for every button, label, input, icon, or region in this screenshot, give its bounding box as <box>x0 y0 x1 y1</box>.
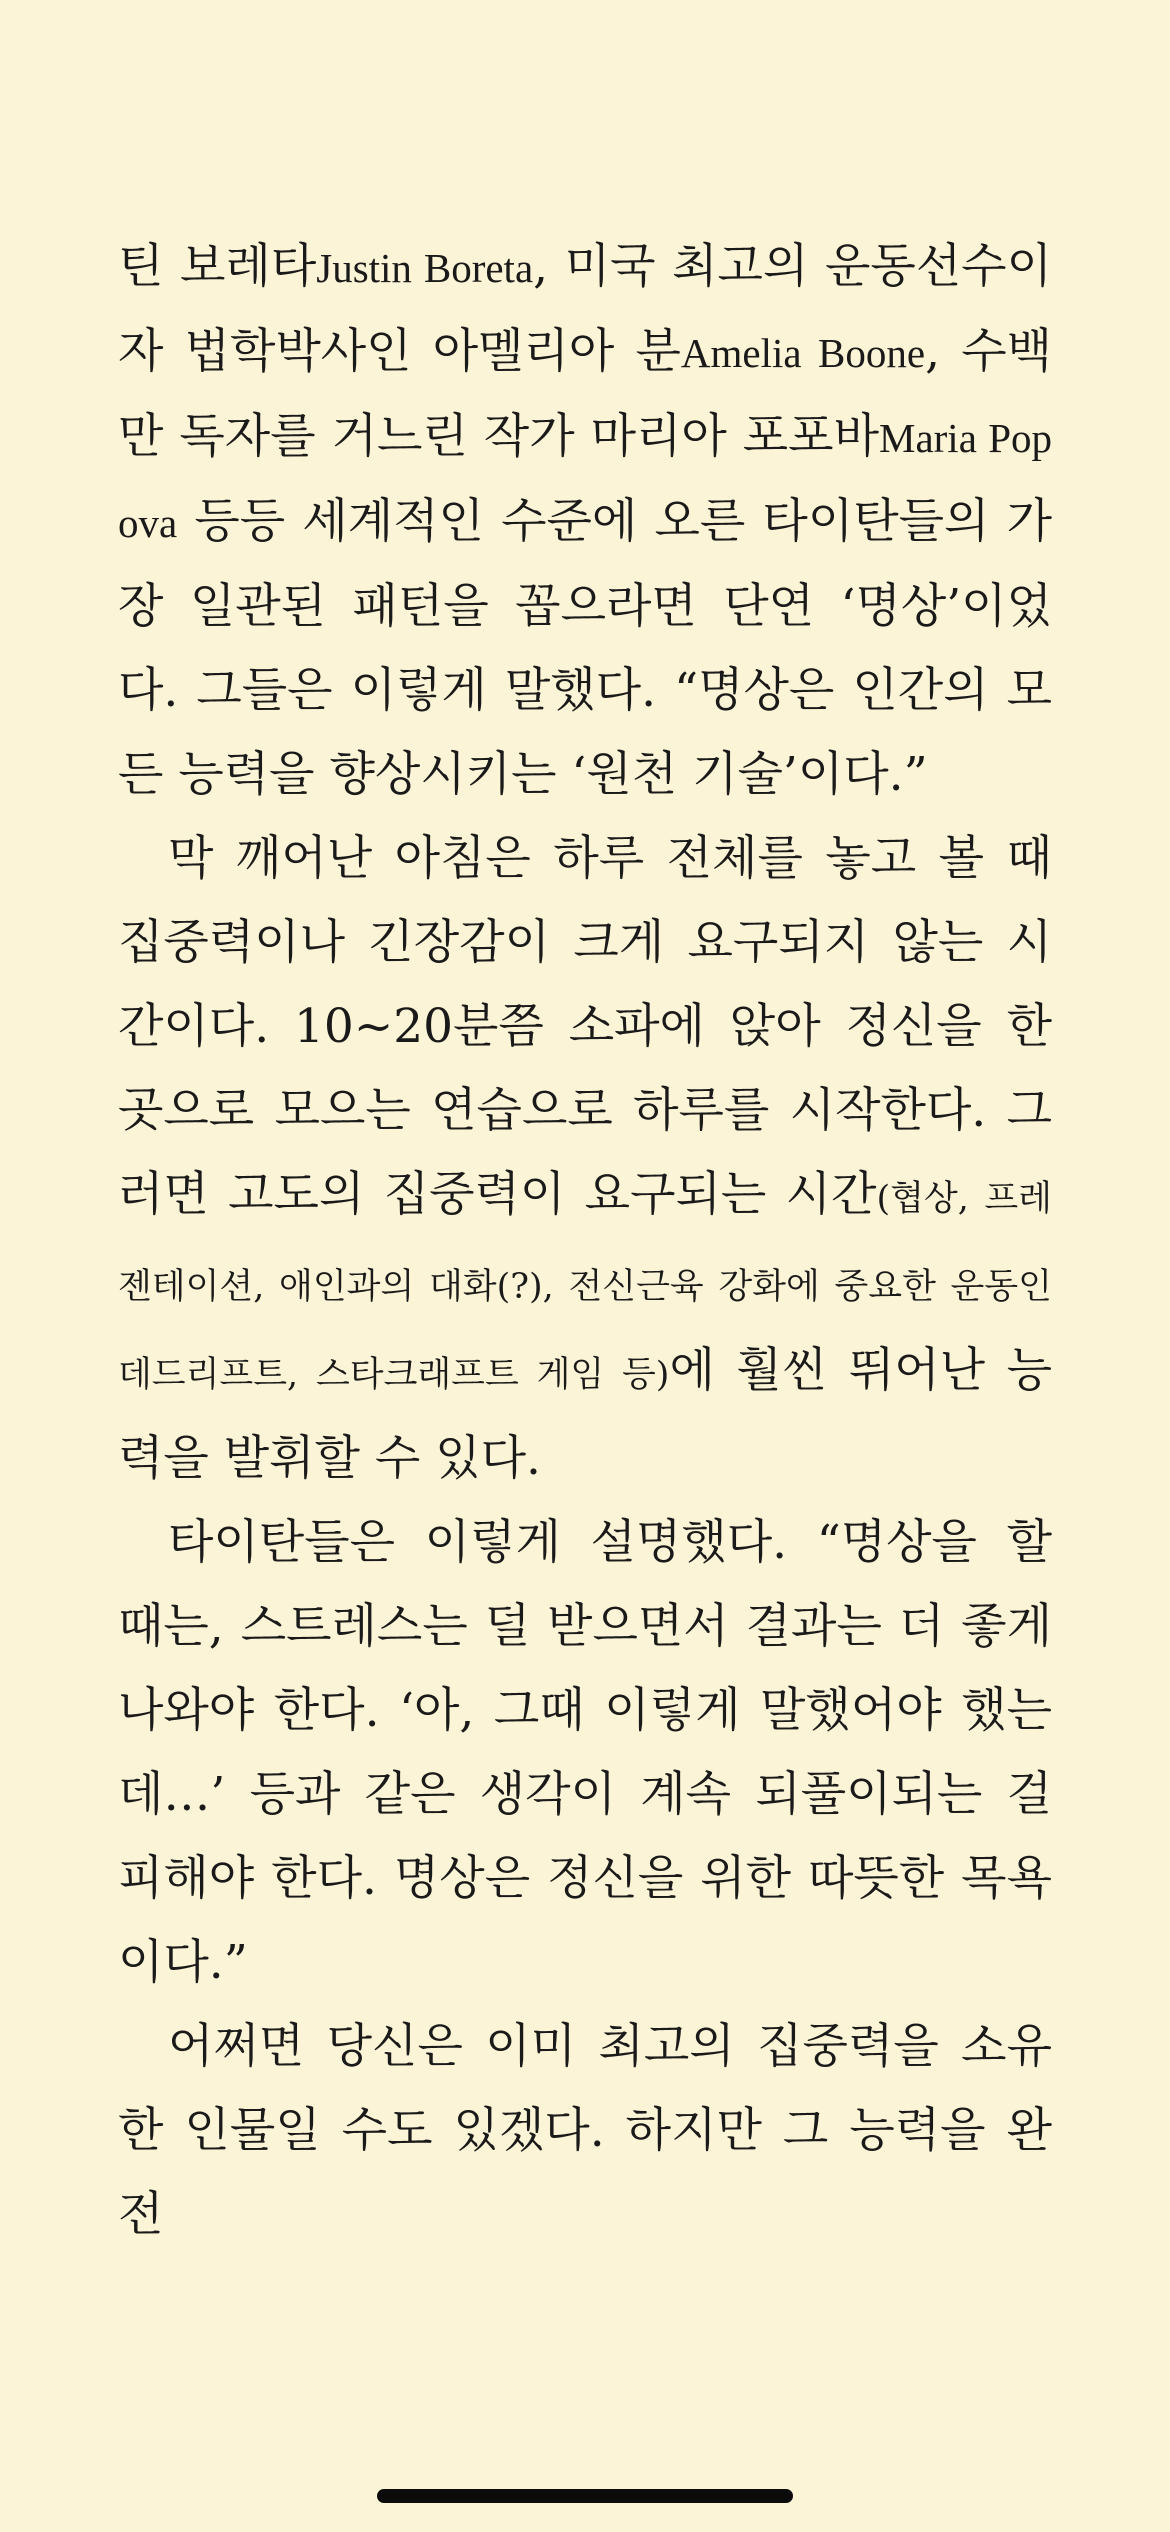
text-segment: , 수백만 독자를 거느린 작가 마리아 포포바 <box>118 324 1052 464</box>
paragraph-4 <box>118 2005 1052 2257</box>
parenthetical-note: (협상, 프레젠테이션, 애인과의 대화(?), 전신근육 강화에 중요한 운동인 데드리프트, 스타크래프트 게임 등) <box>118 1179 1052 1395</box>
text-segment: , 미국 최고의 운동선수이자 법학박사인 아멜리아 분 <box>118 239 1052 379</box>
text-segment: 어쩌면 당신은 이미 최고의 집중력을 소유한 인물일 수도 있겠다. 하지만 그 능력을 완전 <box>118 2019 1052 2242</box>
paragraph-3 <box>118 1501 1052 2005</box>
latin-name: Justin Boreta <box>316 245 534 291</box>
paragraph-1 <box>118 225 1052 817</box>
text-segment: 틴 보레타 <box>118 239 317 294</box>
home-indicator[interactable] <box>377 2489 793 2503</box>
text-segment: 타이탄들은 이렇게 설명했다. “명상을 할 때는, 스트레스는 덜 받으면서 결과는 더 좋게 나와야 한다. ‘아, 그때 이렇게 말했어야 했는데…’ 등과 같은 생각이 계속 되풀이되는 걸 피해야 한다. 명상은 정신을 위한 따뜻한 목욕이다.” <box>118 1515 1052 1990</box>
text-segment: 막 깨어난 아침은 하루 전체를 놓고 볼 때 집중력이나 긴장감이 크게 요구되지 않는 시간이다. 10~20분쯤 소파에 앉아 정신을 한 곳으로 모으는 연습으로 하루를 시작한다. 그러면 고도의 집중력이 요구되는 시간 <box>118 831 1052 1222</box>
reading-page[interactable] <box>118 225 1052 2257</box>
paragraph-2 <box>118 817 1052 1501</box>
latin-name: Maria Popova <box>118 415 1052 546</box>
text-segment: 등등 세계적인 수준에 오른 타이탄들의 가장 일관된 패턴을 꼽으라면 단연 ‘명상’이었다. 그들은 이렇게 말했다. “명상은 인간의 모든 능력을 향상시키는 ‘원천 기술’이다.” <box>118 494 1052 802</box>
latin-name: Amelia Boone <box>680 330 926 376</box>
text-segment: 에 훨씬 뛰어난 능력을 발휘할 수 있다. <box>118 1343 1053 1486</box>
